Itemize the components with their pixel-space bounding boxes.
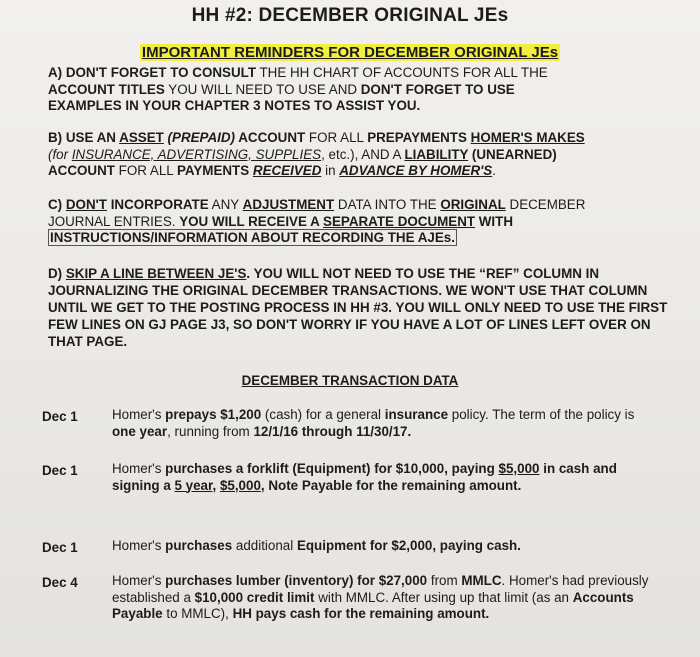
reminder-b-text: , etc.), AND A (321, 146, 405, 162)
transaction-text: $10,000 credit limit (194, 589, 315, 605)
transaction-text: with MMLC. After using up that limit (as an (314, 589, 573, 605)
transaction-date: Dec 1 (42, 540, 78, 555)
transaction-text: Homer's (112, 461, 166, 476)
transaction-text: , running from (167, 423, 254, 439)
reminders-heading (0, 44, 700, 61)
reminder-b-text: ADVANCE BY HOMER'S (339, 163, 493, 178)
reminder-c-text: C) (48, 197, 66, 212)
reminder-c-text: YOU WILL RECEIVE A (179, 213, 324, 229)
reminder-b-text: . (492, 163, 496, 178)
reminder-d-text: D) (48, 266, 66, 281)
transaction-text: in cash and signing a (112, 461, 617, 493)
transaction-text: policy. The term of the policy is (448, 407, 635, 422)
reminder-c-text: INSTRUCTIONS/INFORMATION ABOUT RECORDING THE AJEs. (50, 230, 455, 245)
reminder-a-text: A) DON'T FORGET TO CONSULT (48, 65, 256, 80)
reminder-b-text: ACCOUNT (48, 163, 115, 178)
transaction-date: Dec 1 (42, 409, 78, 424)
transaction-text: Homer's (112, 407, 166, 422)
transaction-description (112, 407, 652, 440)
transaction-text: , Note Payable for the remaining amount. (260, 477, 522, 493)
transaction-text: purchases lumber (inventory) for $27,000 (165, 573, 428, 588)
reminder-b-text: (for (48, 146, 72, 162)
reminder-b-text: in (321, 163, 340, 178)
reminder-a-text: THE HH CHART OF ACCOUNTS FOR ALL THE (256, 65, 548, 80)
reminder-b-text: INSURANCE, ADVERTISING, SUPPLIES (71, 146, 322, 162)
reminder-a (48, 65, 668, 115)
reminder-a-text: DON'T FORGET TO USE (360, 81, 515, 97)
reminder-d (48, 265, 674, 350)
transaction-text: $5,000 (498, 461, 540, 476)
transaction-section-title: DECEMBER TRANSACTION DATA (241, 373, 459, 388)
transaction-text: from (427, 573, 462, 588)
reminders-heading-text: IMPORTANT REMINDERS FOR DECEMBER ORIGINAL JEs (141, 44, 559, 61)
transaction-text: . Homer's had previously established a (112, 573, 649, 605)
reminder-c-text: INCORPORATE (106, 197, 209, 212)
reminder-c-text: JOURNAL ENTRIES. (48, 213, 180, 229)
reminder-d-text: . YOU WILL NOT NEED TO USE THE “REF” COLUMN IN JOURNALIZING THE ORIGINAL DECEMBER TRANSACTIONS. WE WON'T USE THAT COLUMN UNTIL WE GET TO THE POSTING PROCESS IN HH #3. YOU WILL ONLY NEED TO USE THE FIRST FEW LINES ON GJ PAGE J3, SO DON'T WORRY IF YOU HAVE A LOT OF LINES LEFT OVER ON THAT PAGE. (48, 266, 668, 349)
transaction-text: insurance (384, 407, 449, 422)
reminder-b-text: PREPAYMENTS (367, 130, 467, 145)
transaction-text: Homer's (112, 538, 166, 553)
transaction-description (112, 461, 652, 494)
reminder-a-text: ACCOUNT TITLES (48, 81, 165, 97)
reminder-b-text: HOMER'S MAKES (470, 130, 585, 145)
transaction-text: additional (232, 538, 297, 553)
reminder-c-text: ANY (208, 197, 243, 212)
reminder-c-text: DATA INTO THE (334, 197, 441, 212)
transaction-text: Equipment for $2,000, paying cash. (296, 538, 521, 553)
transaction-date: Dec 1 (42, 463, 78, 478)
transaction-text: purchases a forklift (Equipment) for $10,000, paying (165, 461, 499, 476)
transaction-text: Homer's (112, 573, 166, 588)
reminder-c-text: DECEMBER (505, 197, 586, 212)
transaction-date: Dec 4 (42, 575, 78, 590)
reminder-c-text: WITH (475, 213, 513, 229)
reminder-b-text: ASSET (119, 130, 164, 145)
reminder-c (48, 197, 668, 247)
transaction-text: (cash) for a general (261, 407, 385, 422)
reminder-b-text: B) USE AN (48, 130, 120, 145)
reminder-b-text: LIABILITY (404, 146, 469, 162)
transaction-text: one year (112, 423, 168, 439)
transaction-description (112, 573, 652, 623)
page-title: HH #2: DECEMBER ORIGINAL JEs (191, 5, 509, 26)
reminder-b-text: FOR ALL (305, 130, 368, 145)
reminder-b-text: PAYMENTS (176, 163, 250, 178)
reminder-a-text: YOU WILL NEED TO USE AND (164, 81, 361, 97)
reminder-c-text: DON'T (65, 197, 107, 212)
reminder-d-text: SKIP A LINE BETWEEN JE'S (65, 266, 247, 281)
reminder-c-text: ORIGINAL (440, 197, 506, 212)
reminder-b-text: FOR ALL (114, 163, 177, 178)
reminder-a-text: EXAMPLES IN YOUR CHAPTER 3 NOTES TO ASSIST YOU. (48, 98, 421, 113)
transaction-text: prepays $1,200 (165, 407, 262, 422)
reminder-b-text: ACCOUNT (235, 130, 306, 145)
reminder-b-text: (PREPAID) (163, 130, 235, 145)
reminder-c-text: SEPARATE DOCUMENT (323, 213, 476, 229)
transaction-text: 12/1/16 through 11/30/17. (253, 423, 412, 439)
reminder-b-text: RECEIVED (252, 163, 322, 178)
transaction-text: HH pays cash for the remaining amount. (232, 606, 490, 621)
reminder-c-text: ADJUSTMENT (242, 197, 335, 212)
transaction-text: purchases (165, 538, 233, 553)
reminder-b-text: (UNEARNED) (468, 146, 557, 162)
reminder-b (48, 130, 668, 180)
transaction-text: 5 year (174, 477, 213, 493)
transaction-text: $5,000 (219, 477, 261, 493)
transaction-text: to MMLC), (162, 606, 233, 621)
transaction-description (112, 538, 652, 555)
transaction-text: Accounts Payable (112, 589, 634, 621)
transaction-text: MMLC (461, 573, 502, 588)
transaction-text: , (212, 477, 220, 493)
